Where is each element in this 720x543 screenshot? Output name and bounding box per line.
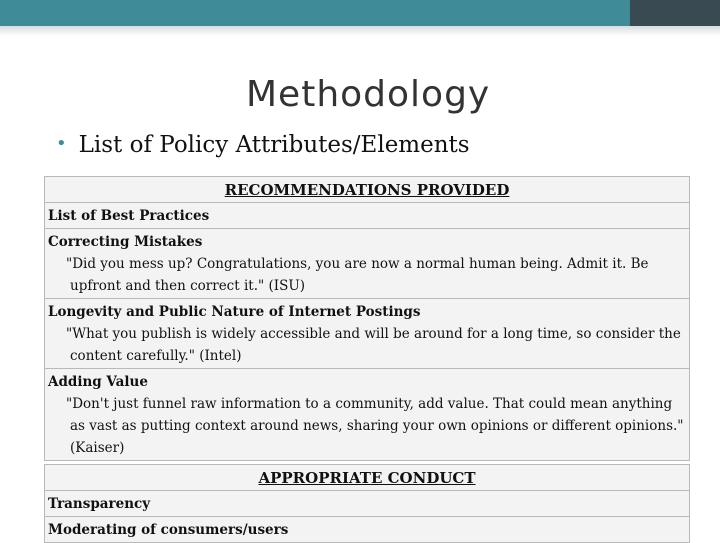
table-cell bbox=[45, 229, 690, 299]
conduct-header: APPROPRIATE CONDUCT bbox=[45, 465, 690, 491]
table-cell bbox=[45, 517, 690, 543]
row-label: Transparency bbox=[48, 496, 151, 512]
bullet-dot-icon: • bbox=[56, 133, 67, 154]
table-row bbox=[45, 517, 690, 543]
recommendations-table bbox=[44, 176, 690, 461]
row-label: Longevity and Public Nature of Internet Postings bbox=[48, 304, 421, 320]
top-banner-shade bbox=[0, 26, 720, 36]
table-row bbox=[45, 491, 690, 517]
table-cell bbox=[45, 369, 690, 461]
table-cell bbox=[45, 299, 690, 369]
top-banner-teal bbox=[0, 0, 720, 26]
top-banner-dark bbox=[630, 0, 720, 26]
table-row bbox=[45, 229, 690, 299]
table-row bbox=[45, 203, 690, 229]
table-row bbox=[45, 299, 690, 369]
top-banner bbox=[0, 0, 720, 36]
row-label: Correcting Mistakes bbox=[48, 234, 203, 250]
row-label: List of Best Practices bbox=[48, 208, 210, 224]
table-cell bbox=[45, 491, 690, 517]
recommendations-header: RECOMMENDATIONS PROVIDED bbox=[45, 177, 690, 203]
conduct-table bbox=[44, 464, 690, 543]
row-quote: "What you publish is widely accessible and will be around for a long time, so consider the content carefully." (Intel) bbox=[66, 326, 681, 364]
row-label: Moderating of consumers/users bbox=[48, 522, 289, 538]
bullet-text: List of Policy Attributes/Elements bbox=[78, 132, 470, 158]
row-quote: "Did you mess up? Congratulations, you are now a normal human being. Admit it. Be upfront and then correct it." (ISU) bbox=[66, 256, 649, 294]
table-row bbox=[45, 369, 690, 461]
row-label: Adding Value bbox=[48, 374, 148, 390]
table-header-row bbox=[45, 465, 690, 491]
bullet-item bbox=[56, 132, 470, 158]
table-cell bbox=[45, 203, 690, 229]
row-quote: "Don't just funnel raw information to a community, add value. That could mean anything as vast as putting context around news, sharing your own opinions or different opinions." (Kaiser) bbox=[66, 396, 684, 456]
table-header-row bbox=[45, 177, 690, 203]
slide-title: Methodology bbox=[246, 74, 491, 115]
